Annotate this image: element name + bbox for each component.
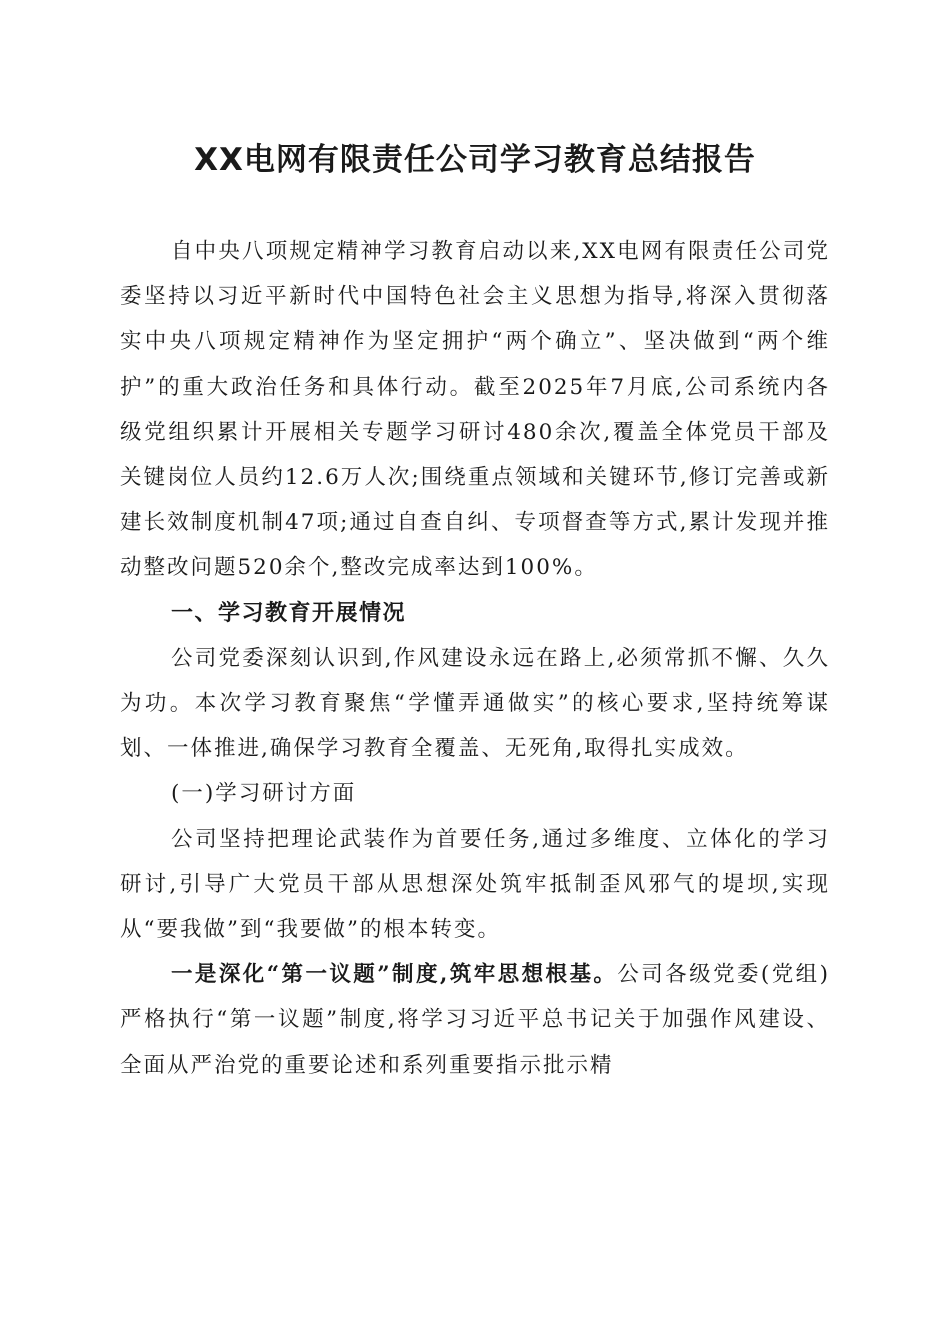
subsection-1-paragraph: 公司坚持把理论武装作为首要任务,通过多维度、立体化的学习研讨,引导广大党员干部从思想深处筑牢抵制歪风邪气的堤坝,实现从“要我做”到“我要做”的根本转变。 [120,826,830,943]
section-1-paragraph: 公司党委深刻认识到,作风建设永远在路上,必须常抓不懈、久久为功。本次学习教育聚焦“学懂弄通做实”的核心要求,坚持统筹谋划、一体推进,确保学习教育全覆盖、无死角,取得扎实成效。 [120,645,830,762]
document-body [120,229,830,1088]
document-title: XX电网有限责任公司学习教育总结报告 [194,142,756,178]
section-heading-1: 一、学习教育开展情况 [171,600,407,626]
point-1-paragraph [120,952,830,1088]
subsection-heading-1: (一)学习研讨方面 [171,781,357,807]
intro-paragraph: 自中央八项规定精神学习教育启动以来,XX电网有限责任公司党委坚持以习近平新时代中国特色社会主义思想为指导,将深入贯彻落实中央八项规定精神作为坚定拥护“两个确立”、坚决做到“两个维护”的重大政治任务和具体行动。截至2025年7月底,公司系统内各级党组织累计开展相关专题学习研讨480余次,覆盖全体党员干部及关键岗位人员约12.6万人次;围绕重点领域和关键环节,修订完善或新建长效制度机制47项;通过自查自纠、专项督查等方式,累计发现并推动整改问题520余个,整改完成率达到100%。 [120,239,830,581]
point-1-text: 公司各级党委(党组)严格执行“第一议题”制度,将学习习近平总书记关于加强作风建设、全面从严治党的重要论述和系列重要指示批示精 [120,962,830,1078]
point-1-lead: 一是深化“第一议题”制度,筑牢思想根基。 [171,962,618,988]
